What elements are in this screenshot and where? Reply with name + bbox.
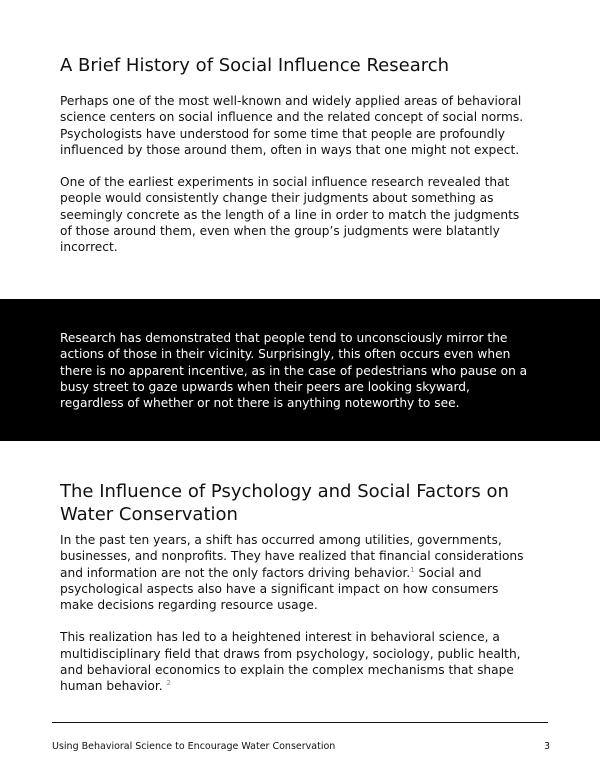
paragraph-text: Social and psychological aspects also have a significant impact on how consumers make decisions regarding resource usage.: [60, 565, 499, 613]
footer-divider: [52, 722, 548, 723]
section-heading: A Brief History of Social Influence Research: [60, 55, 450, 76]
paragraph: [60, 532, 530, 613]
paragraph-text: This realization has led to a heightened interest in behavioral science, a multidisciplinary field that draws from psychology, sociology, public health, and behavioral economics to explain the complex mechanisms that shape human behavior.: [60, 630, 521, 694]
callout-text: Research has demonstrated that people tend to unconsciously mirror the actions of those in their vicinity. Surprisingly, this often occurs even when there is no apparent incentive, as in the case of pedestrians who pause on a busy street to gaze upwards when their peers are looking skyward, regardless of whether or not there is anything noteworthy to see.: [60, 331, 528, 411]
section-social-influence: [60, 54, 530, 256]
paragraph: [60, 629, 530, 694]
paragraph: Perhaps one of the most well-known and widely applied areas of behavioral science centers on social influence and the related concept of social norms. Psychologists have understood for some time that people are profoundly influenced by those around them, often in ways that one might not expect.: [60, 94, 524, 157]
paragraph-text: In the past ten years, a shift has occurred among utilities, governments, businesses, and nonprofits. They have realized that financial considerations and information are not the only factors driving behavior.: [60, 533, 524, 580]
footnote-marker[interactable]: 2: [166, 679, 171, 688]
page-number: 3: [543, 741, 550, 752]
footnote-marker[interactable]: 1: [410, 565, 415, 574]
callout-band: [0, 299, 600, 441]
paragraph: One of the earliest experiments in social influence research revealed that people would consistently change their judgments about something as seemingly concrete as the length of a line in order to match the judgments of those around them, even when the group’s judgments were blatantly incorrect.: [60, 175, 520, 255]
section-heading: The Influence of Psychology and Social Factors on Water Conservation: [60, 481, 509, 525]
section-water-conservation: [60, 480, 530, 695]
footer-title: Using Behavioral Science to Encourage Water Conservation: [52, 741, 336, 752]
